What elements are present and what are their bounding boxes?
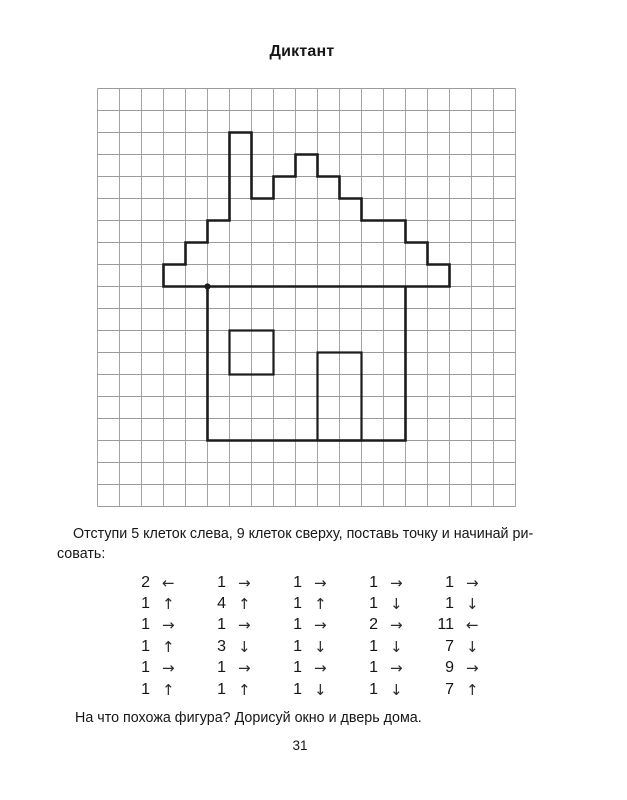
move-count: 1 bbox=[141, 637, 150, 655]
table-row bbox=[130, 636, 490, 657]
move-cell bbox=[130, 638, 206, 656]
move-arrow-icon: ↑ bbox=[238, 680, 251, 699]
move-count: 9 bbox=[445, 659, 454, 677]
move-cell bbox=[434, 616, 510, 634]
move-count: 1 bbox=[369, 595, 378, 613]
move-count: 2 bbox=[369, 616, 378, 634]
move-arrow-icon: → bbox=[238, 573, 251, 592]
move-count: 1 bbox=[293, 595, 302, 613]
move-count: 1 bbox=[369, 659, 378, 677]
move-cell bbox=[434, 595, 510, 613]
move-count: 1 bbox=[141, 659, 150, 677]
move-arrow-icon: → bbox=[314, 573, 327, 592]
table-row bbox=[130, 572, 490, 593]
move-count: 1 bbox=[293, 659, 302, 677]
grid-svg bbox=[97, 88, 516, 507]
move-arrow-icon: → bbox=[314, 616, 327, 635]
move-count: 1 bbox=[293, 616, 302, 634]
move-arrow-icon: → bbox=[390, 573, 403, 592]
move-cell bbox=[130, 681, 206, 699]
move-count: 1 bbox=[293, 680, 302, 698]
move-cell bbox=[130, 659, 206, 677]
move-arrow-icon: → bbox=[314, 659, 327, 678]
move-cell bbox=[358, 638, 434, 656]
move-cell bbox=[434, 638, 510, 656]
move-cell bbox=[358, 595, 434, 613]
move-arrow-icon: ↓ bbox=[390, 637, 403, 656]
move-count: 1 bbox=[293, 637, 302, 655]
grid-lines bbox=[98, 89, 516, 507]
move-cell bbox=[282, 616, 358, 634]
move-count: 1 bbox=[217, 659, 226, 677]
move-arrow-icon: ↑ bbox=[162, 680, 175, 699]
move-count: 1 bbox=[445, 595, 454, 613]
move-cell bbox=[434, 574, 510, 592]
move-count: 1 bbox=[293, 573, 302, 591]
move-count: 1 bbox=[141, 595, 150, 613]
table-row bbox=[130, 593, 490, 614]
start-point-dot bbox=[204, 283, 210, 289]
move-arrow-icon: ↑ bbox=[238, 595, 251, 614]
instruction-text bbox=[57, 525, 535, 564]
move-cell bbox=[358, 659, 434, 677]
instruction-line-2: совать: bbox=[57, 545, 106, 562]
move-cell bbox=[130, 595, 206, 613]
table-row bbox=[130, 658, 490, 679]
move-arrow-icon: ↓ bbox=[314, 680, 327, 699]
move-cell bbox=[358, 574, 434, 592]
move-arrow-icon: ↓ bbox=[390, 595, 403, 614]
move-count: 4 bbox=[217, 595, 226, 613]
move-cell bbox=[434, 659, 510, 677]
move-cell bbox=[206, 659, 282, 677]
move-cell bbox=[130, 574, 206, 592]
move-count: 1 bbox=[445, 573, 454, 591]
page-title: Диктант bbox=[269, 43, 335, 60]
move-cell bbox=[206, 638, 282, 656]
move-arrow-icon: ↑ bbox=[162, 637, 175, 656]
move-cell bbox=[358, 681, 434, 699]
move-count: 1 bbox=[217, 616, 226, 634]
move-arrow-icon: ↑ bbox=[314, 595, 327, 614]
move-count: 11 bbox=[437, 616, 454, 634]
table-row bbox=[130, 615, 490, 636]
question-text: На что похожа фигура? Дорисуй окно и дверь дома. bbox=[75, 710, 422, 726]
move-cell bbox=[358, 616, 434, 634]
table-row bbox=[130, 679, 490, 700]
drawing-grid bbox=[97, 88, 516, 507]
move-cell bbox=[282, 681, 358, 699]
move-arrow-icon: → bbox=[390, 616, 403, 635]
move-count: 1 bbox=[217, 573, 226, 591]
move-count: 1 bbox=[369, 637, 378, 655]
move-arrow-icon: → bbox=[238, 659, 251, 678]
move-count: 1 bbox=[217, 680, 226, 698]
move-count: 3 bbox=[217, 637, 226, 655]
move-arrow-icon: → bbox=[162, 659, 175, 678]
move-arrow-icon: ↑ bbox=[466, 680, 479, 699]
move-cell bbox=[282, 638, 358, 656]
move-cell bbox=[206, 681, 282, 699]
move-count: 7 bbox=[445, 637, 454, 655]
move-count: 2 bbox=[141, 573, 150, 591]
move-arrow-icon: ↓ bbox=[238, 637, 251, 656]
move-arrow-icon: ↑ bbox=[162, 595, 175, 614]
move-count: 1 bbox=[369, 573, 378, 591]
move-count: 1 bbox=[141, 616, 150, 634]
move-arrow-icon: ← bbox=[162, 573, 175, 592]
instruction-line-1: Отступи 5 клеток слева, 9 клеток сверху, поставь точку и начинай ри- bbox=[73, 526, 534, 542]
move-arrow-icon: → bbox=[162, 616, 175, 635]
move-cell bbox=[206, 574, 282, 592]
move-arrow-icon: ↓ bbox=[314, 637, 327, 656]
move-cell bbox=[130, 616, 206, 634]
move-arrow-icon: → bbox=[466, 573, 479, 592]
move-arrow-icon: → bbox=[466, 659, 479, 678]
move-count: 1 bbox=[141, 680, 150, 698]
move-cell bbox=[282, 659, 358, 677]
move-cell bbox=[434, 681, 510, 699]
move-cell bbox=[282, 574, 358, 592]
move-arrow-icon: → bbox=[390, 659, 403, 678]
move-count: 1 bbox=[369, 680, 378, 698]
move-arrow-icon: ↓ bbox=[466, 637, 479, 656]
dictation-table bbox=[130, 572, 490, 700]
move-cell bbox=[206, 616, 282, 634]
move-arrow-icon: → bbox=[238, 616, 251, 635]
move-cell bbox=[282, 595, 358, 613]
page-number: 31 bbox=[292, 738, 308, 753]
move-arrow-icon: ← bbox=[466, 616, 479, 635]
move-cell bbox=[206, 595, 282, 613]
move-arrow-icon: ↓ bbox=[390, 680, 403, 699]
move-arrow-icon: ↓ bbox=[466, 595, 479, 614]
move-count: 7 bbox=[445, 680, 454, 698]
